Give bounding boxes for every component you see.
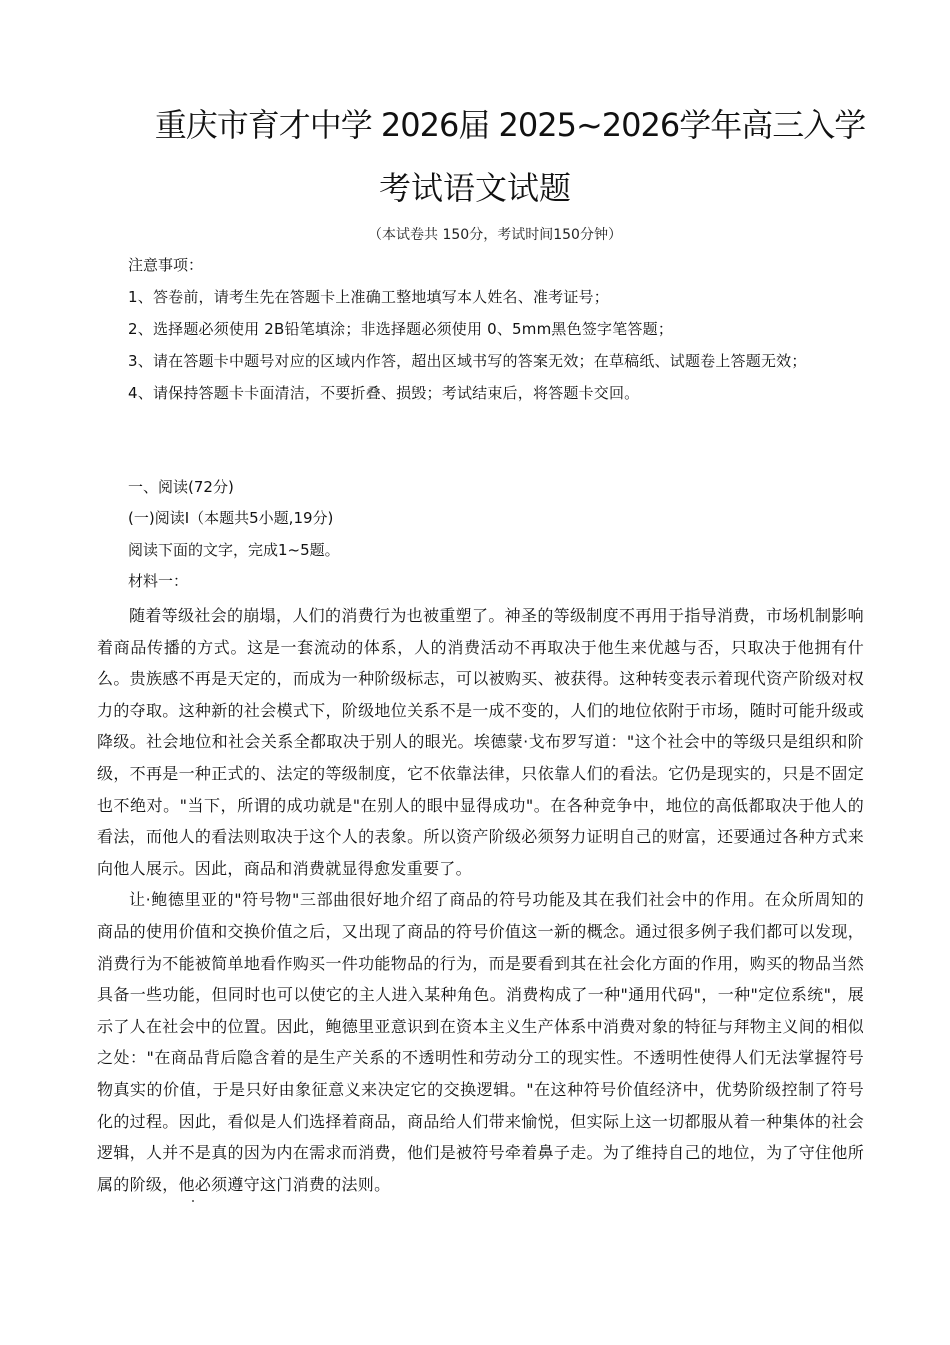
material-paragraph: 随着等级社会的崩塌，人们的消费行为也被重塑了。神圣的等级制度不再用于指导消费，市场机制影响着商品传播的方式。这是一套流动的体系，人的消费活动不再取决于他生来优越与否，只取决于他拥有什么。贵族感不再是天定的，而成为一种阶级标志，可以被购买、被获得。这种转变表示着现代资产阶级对权力的夺取。这种新的社会模式下，阶级地位关系不是一成不变的，人们的地位依附于市场，随时可能升级或降级。社会地位和社会关系全都取决于别人的眼光。埃德蒙·戈布罗写道："这个社会中的等级只是组织和阶级，不再是一种正式的、法定的等级制度，它不依靠法律，只依靠人们的看法。它仍是现实的，只是不固定也不绝对。"当下，所谓的成功就是"在别人的眼中显得成功"。在各种竞争中，地位的高低都取决于他人的看法，而他人的看法则取决于这个人的表象。所以资产阶级必须努力证明自己的财富，还要通过各种方式来向他人展示。因此，商品和消费就显得愈发重要了。 <box>97 606 864 878</box>
notice-list <box>128 286 908 414</box>
reading-sub-heading: (一)阅读Ⅰ（本题共5小题,19分) <box>128 509 334 527</box>
notice-item: 1、答卷前，请考生先在答题卡上准确工整地填写本人姓名、准考证号； <box>128 288 609 306</box>
notice-item: 4、请保持答题卡卡面清洁，不要折叠、损毁；考试结束后，将答题卡交回。 <box>128 384 640 402</box>
exam-subtitle: （本试卷共 150分，考试时间150分钟） <box>368 227 622 243</box>
exam-title-line-2: 考试语文试题 <box>378 169 571 207</box>
exam-title-line-1: 重庆市育才中学 2026届 2025~2026学年高三入学 <box>154 106 866 144</box>
material-paragraph: 让·鲍德里亚的"符号物"三部曲很好地介绍了商品的符号功能及其在我们社会中的作用。在众所周知的商品的使用价值和交换价值之后，又出现了商品的符号价值这一新的概念。通过很多例子我们都可以发现，消费行为不能被简单地看作购买一件功能物品的行为，而是要看到其在社会化方面的作用，购买的物品当然具备一些功能，但同时也可以使它的主人进入某种角色。消费构成了一种"通用代码"，一种"定位系统"，展示了人在社会中的位置。因此，鲍德里亚意识到在资本主义生产体系中消费对象的特征与拜物主义间的相似之处："在商品背后隐含着的是生产关系的不透明性和劳动分工的现实性。不透明性使得人们无法掌握符号物真实的价值，于是只好由象征意义来决定它的交换逻辑。"在这种符号价值经济中，优势阶级控制了符号化的过程。因此，看似是人们选择着商品，商品给人们带来愉悦，但实际上这一切都服从着一种集体的社会逻辑，人并不是真的因为内在需求而消费，他们是被符号牵着鼻子走。为了维持自己的地位，为了守住他所属的阶级，他必须遵守这门消费的法则。 <box>97 890 864 1194</box>
notice-item: 2、选择题必须使用 2B铅笔填涂；非选择题必须使用 0、5mm黑色签字笔答题； <box>128 320 674 338</box>
section-heading: 一、阅读(72分) <box>128 478 234 496</box>
material-body <box>97 600 864 1200</box>
scan-mark <box>192 1200 194 1202</box>
reading-instruction: 阅读下面的文字，完成1~5题。 <box>128 541 340 559</box>
material-label: 材料一： <box>128 572 189 590</box>
notice-item: 3、请在答题卡中题号对应的区域内作答，超出区域书写的答案无效；在草稿纸、试题卷上答题无效； <box>128 352 807 370</box>
notice-heading: 注意事项： <box>128 256 204 274</box>
